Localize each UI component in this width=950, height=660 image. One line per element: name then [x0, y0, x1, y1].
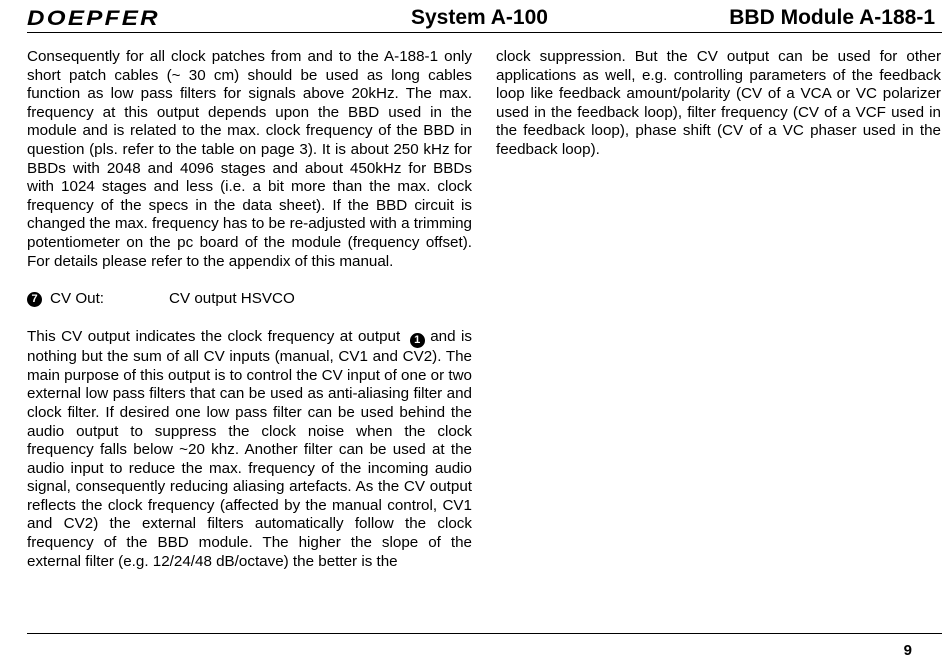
doepfer-logo: DOEPFER — [27, 7, 160, 30]
cv-output-paragraph-lead: This CV output indicates the clock frequency at output — [27, 328, 401, 346]
number-1-icon: 1 — [410, 333, 425, 348]
system-title: System A-100 — [411, 6, 548, 29]
cv-output-paragraph-rest: and is nothing but the sum of all CV inputs (manual, CV1 and CV2). The main purpose of this output is to control the CV input of one or two external low pass filters that can be used as anti-aliasing filter and clock filter. If desired one low pass filter can be used behind the audio output to suppress the clock noise when the clock frequency falls below ~20 khz. Another filter can be used at the audio input to reduce the max. frequency of the incoming audio signal, consequently reducing aliasing artefacts. As the CV output reflects the clock frequency (affected by the manual control, CV1 and CV2) the external filters automatically follow the clock frequency of the BBD module. The higher the slope of the external filter (e.g. 12/24/48 dB/octave) the better is the — [27, 328, 472, 570]
clock-suppression-paragraph: clock suppression. But the CV output can be used for other applications as well, e.g. controlling parameters of the feedback loop like feedback amount/polarity (CV of a VCA or VC polarizer used in the feedback loop), filter frequency (CV of a VCF used in the feedback loop), phase shift (CV of a VC phaser used in the feedback loop). — [496, 48, 941, 158]
clock-patch-paragraph: Consequently for all clock patches from and to the A-188-1 only short patch cables (~ 30 cm) should be used as long cables function as low pass filters for signals above 20kHz. The max. frequency at this output depends upon the BBD used in the module and is related to the max. clock frequency of the BBD in question (pls. refer to the table on page 3). It is about 250 kHz for BBDs with 2048 and 4096 stages and about 450kHz for BBDs with 1024 stages and less (i.e. a bit more than the max. clock frequency of the specs in the data sheet). If the BBD circuit is changed the max. frequency has to be re-adjusted with a trimming potentiometer on the pc board of the module (frequency offset). For details please refer to the appendix of this manual. — [27, 48, 472, 270]
header-divider — [27, 32, 942, 33]
cv-out-heading — [27, 290, 472, 309]
number-7-icon: 7 — [27, 292, 42, 307]
cv-output-paragraph — [27, 328, 472, 571]
page-header — [27, 6, 940, 32]
module-title: BBD Module A-188-1 — [729, 6, 935, 29]
footer-divider — [27, 633, 942, 634]
paragraph-spacer — [27, 309, 472, 328]
paragraph-spacer — [27, 271, 472, 290]
cv-out-description: CV output HSVCO — [169, 290, 295, 308]
cv-out-label: CV Out: — [50, 290, 105, 308]
page-number: 9 — [903, 642, 912, 659]
right-column — [496, 48, 941, 160]
left-column — [27, 48, 472, 571]
